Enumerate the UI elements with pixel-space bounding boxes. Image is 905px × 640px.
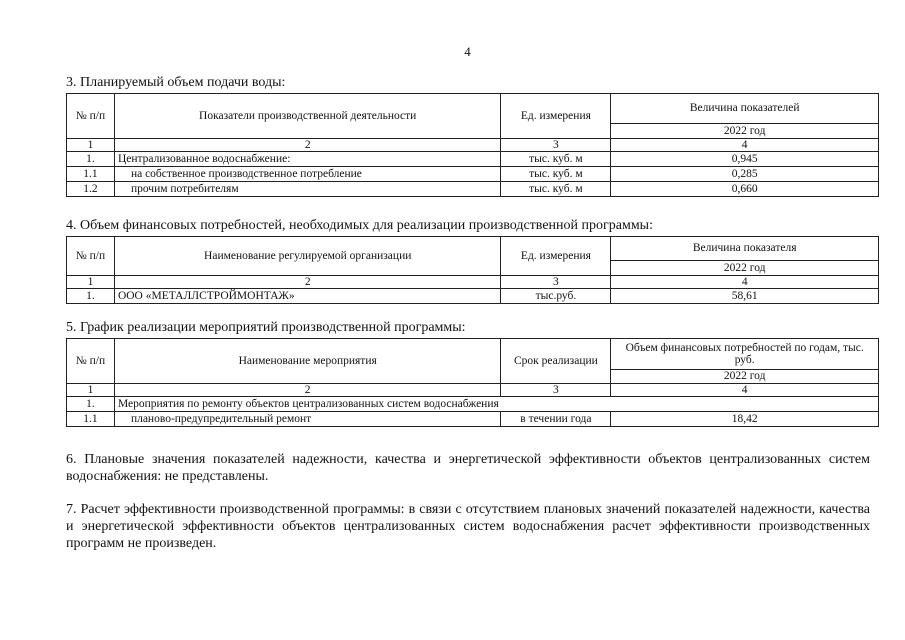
- header-value: Объем финансовых потребностей по годам, тыс. руб.: [611, 339, 879, 370]
- row-num: 1.: [67, 289, 115, 304]
- table-row: [67, 397, 879, 412]
- section4-heading: 4. Объем финансовых потребностей, необходимых для реализации производственной программы:: [66, 218, 653, 233]
- col-number: 4: [611, 384, 879, 397]
- header-event: Наименование мероприятия: [114, 339, 500, 384]
- row-name: прочим потребителям: [114, 182, 501, 197]
- header-year: 2022 год: [611, 124, 879, 139]
- row-value: 58,61: [611, 289, 879, 304]
- row-value: 18,42: [611, 412, 879, 427]
- column-number-row: [67, 139, 879, 152]
- row-term: в течении года: [501, 412, 611, 427]
- header-year: 2022 год: [611, 370, 879, 384]
- col-number: 3: [501, 139, 611, 152]
- col-number: 1: [67, 276, 115, 289]
- row-unit: тыс. куб. м: [501, 167, 611, 182]
- section6-paragraph: 6. Плановые значения показателей надежности, качества и энергетической эффективности объектов централизованных систем водоснабжения: не представлены.: [66, 452, 870, 484]
- row-value: 0,285: [611, 167, 879, 182]
- col-number: 3: [501, 384, 611, 397]
- section7-paragraph: 7. Расчет эффективности производственной программы: в связи с отсутствием плановых значений показателей надежности, качества и энергетической эффективности объектов централизованных систем водоснабжения расчет эффективности производственных программ не произведен.: [66, 502, 870, 551]
- col-number: 4: [611, 139, 879, 152]
- page-number: 4: [464, 44, 471, 59]
- header-value: Величина показателей: [611, 94, 879, 124]
- header-term: Срок реализации: [501, 339, 611, 384]
- row-unit: тыс. куб. м: [501, 182, 611, 197]
- row-num: 1.: [67, 152, 115, 167]
- header-unit: Ед. измерения: [501, 237, 611, 276]
- header-indicator: Показатели производственной деятельности: [114, 94, 501, 139]
- col-number: 2: [114, 276, 501, 289]
- header-value: Величина показателя: [611, 237, 879, 261]
- table-row: [67, 152, 879, 167]
- col-number: 3: [501, 276, 611, 289]
- row-name: на собственное производственное потребление: [114, 167, 501, 182]
- schedule-table: [66, 338, 879, 427]
- row-num: 1.2: [67, 182, 115, 197]
- row-num: 1.1: [67, 167, 115, 182]
- section3-heading: 3. Планируемый объем подачи воды:: [66, 75, 286, 90]
- section5-heading: 5. График реализации мероприятий производственной программы:: [66, 320, 466, 335]
- col-number: 2: [114, 139, 501, 152]
- row-name: Централизованное водоснабжение:: [114, 152, 501, 167]
- col-number: 1: [67, 139, 115, 152]
- table-row: [67, 182, 879, 197]
- col-number: 1: [67, 384, 115, 397]
- header-num: № п/п: [67, 339, 115, 384]
- header-num: № п/п: [67, 94, 115, 139]
- header-org: Наименование регулируемой организации: [114, 237, 501, 276]
- col-number: 4: [611, 276, 879, 289]
- row-name: Мероприятия по ремонту объектов централизованных систем водоснабжения: [114, 397, 878, 412]
- row-name: ООО «МЕТАЛЛСТРОЙМОНТАЖ»: [114, 289, 501, 304]
- header-unit: Ед. измерения: [501, 94, 611, 139]
- row-num: 1.1: [67, 412, 115, 427]
- column-number-row: [67, 276, 879, 289]
- table-row: [67, 412, 879, 427]
- header-num: № п/п: [67, 237, 115, 276]
- row-value: 0,660: [611, 182, 879, 197]
- table-row: [67, 167, 879, 182]
- row-unit: тыс. куб. м: [501, 152, 611, 167]
- row-num: 1.: [67, 397, 115, 412]
- water-supply-table: [66, 93, 879, 197]
- financial-needs-table: [66, 236, 879, 304]
- column-number-row: [67, 384, 879, 397]
- header-year: 2022 год: [611, 261, 879, 276]
- col-number: 2: [114, 384, 500, 397]
- row-name: планово-предупредительный ремонт: [114, 412, 500, 427]
- table-row: [67, 289, 879, 304]
- row-unit: тыс.руб.: [501, 289, 611, 304]
- row-value: 0,945: [611, 152, 879, 167]
